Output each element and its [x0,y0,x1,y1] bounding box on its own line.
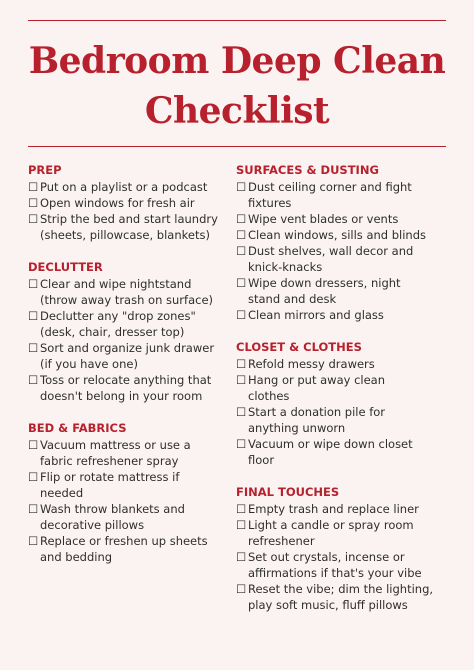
checkbox-icon[interactable]: ☐ [236,276,247,290]
checklist-item-text [248,211,450,227]
checklist-item-line: play soft music, fluff pillows [248,598,408,612]
checklist-item-text [40,533,228,565]
checklist-item-line: Reset the vibe; dim the lighting, [248,582,434,596]
checklist-item-line: Wipe down dressers, night [248,276,401,290]
checklist-item-text [248,356,450,372]
checklist-item-line: Dust shelves, wall decor and [248,244,414,258]
checklist-item-text [248,243,450,275]
section-heading: BED & FABRICS [28,421,127,435]
checklist-item[interactable] [28,276,228,308]
checkbox-icon[interactable]: ☐ [28,438,39,452]
checklist-item-line: Dust ceiling corner and fight [248,180,412,194]
checklist-item-text [248,501,450,517]
checkbox-icon[interactable]: ☐ [28,534,39,548]
checklist-item-text [248,275,450,307]
checkbox-icon[interactable]: ☐ [28,341,39,355]
checklist-item-text [40,276,228,308]
checklist-item-text [40,211,228,243]
checklist-item[interactable] [236,275,450,307]
checklist-item-text [40,308,228,340]
checklist-item-text [40,437,228,469]
title-line-2: Checklist [144,90,330,132]
checklist-item-line: (sheets, pillowcase, blankets) [40,228,210,242]
section-heading: DECLUTTER [28,260,103,274]
checklist-item[interactable] [236,307,450,323]
checklist-item[interactable] [236,581,450,613]
checkbox-icon[interactable]: ☐ [236,228,247,242]
checkbox-icon[interactable]: ☐ [28,180,39,194]
checklist-item[interactable] [28,469,228,501]
checklist-item-text [248,179,450,211]
checklist-item[interactable] [28,437,228,469]
title-line-1: Bedroom Deep Clean [28,40,446,82]
section-heading: FINAL TOUCHES [236,485,340,499]
checklist-item-line: Clear and wipe nightstand [40,277,192,291]
checklist-item-text [40,179,228,195]
checklist-item[interactable] [236,243,450,275]
checklist-item[interactable] [236,372,450,404]
checkbox-icon[interactable]: ☐ [236,582,247,596]
checklist-item-line: (throw away trash on surface) [40,293,214,307]
checklist-item-line: Wipe vent blades or vents [248,212,399,226]
section-final-touches [236,484,450,613]
checklist-item-line: Vacuum mattress or use a [40,438,191,452]
checklist-item-text [248,549,450,581]
checklist-item-text [248,436,450,468]
checklist-item-line: knick-knacks [248,260,323,274]
checklist-item-text [40,501,228,533]
checklist-item[interactable] [28,340,228,372]
checkbox-icon[interactable]: ☐ [236,437,247,451]
checkbox-icon[interactable]: ☐ [28,196,39,210]
checklist-item-text [248,372,450,404]
checklist-item[interactable] [28,308,228,340]
checkbox-icon[interactable]: ☐ [236,244,247,258]
checklist-item-line: floor [248,453,275,467]
section-heading: PREP [28,163,62,177]
section-declutter [28,259,228,404]
checklist-item-text [248,307,450,323]
checklist-item-line: Strip the bed and start laundry [40,212,218,226]
checklist-item[interactable] [28,195,228,211]
checklist-item-line: Vacuum or wipe down closet [248,437,413,451]
checklist-item[interactable] [28,501,228,533]
checklist-item-line: stand and desk [248,292,337,306]
checklist-item-line: (desk, chair, dresser top) [40,325,185,339]
checklist-item[interactable] [236,436,450,468]
section-heading: CLOSET & CLOTHES [236,340,362,354]
checklist-item[interactable] [236,517,450,549]
checklist-item-text [248,404,450,436]
checklist-item-line: Hang or put away clean [248,373,386,387]
checklist-item-line: Flip or rotate mattress if [40,470,180,484]
checklist-item-line: Light a candle or spray room [248,518,414,532]
checklist-item[interactable] [28,179,228,195]
checklist-item-line: Replace or freshen up sheets [40,534,208,548]
checklist-item-line: Empty trash and replace liner [248,502,419,516]
checklist-item[interactable] [28,211,228,243]
checkbox-icon[interactable]: ☐ [28,309,39,323]
checklist-item-line: Wash throw blankets and [40,502,185,516]
checklist-item[interactable] [236,211,450,227]
right-column [236,162,450,629]
page-title [0,36,474,136]
checkbox-icon[interactable]: ☐ [236,212,247,226]
checklist-item[interactable] [236,179,450,211]
section-closet-and-clothes [236,339,450,468]
checklist-item-line: fixtures [248,196,292,210]
checklist-item[interactable] [236,501,450,517]
checklist-item-line: Declutter any "drop zones" [40,309,196,323]
checklist-item-line: affirmations if that's your vibe [248,566,422,580]
checkbox-icon[interactable]: ☐ [236,502,247,516]
top-divider [28,20,446,21]
checklist-item[interactable] [236,549,450,581]
checklist-item-text [248,227,450,243]
section-bed-and-fabrics [28,420,228,565]
left-column [28,162,228,581]
checklist-item-line: decorative pillows [40,518,145,532]
checklist-item[interactable] [236,356,450,372]
checklist-item-text [40,195,228,211]
checkbox-icon[interactable]: ☐ [236,518,247,532]
checklist-item-line: doesn't belong in your room [40,389,203,403]
checklist-item-text [40,469,228,501]
checkbox-icon[interactable]: ☐ [28,277,39,291]
checklist-item[interactable] [28,533,228,565]
checklist-item-text [40,340,228,372]
checkbox-icon[interactable]: ☐ [236,405,247,419]
checkbox-icon[interactable]: ☐ [28,502,39,516]
checklist-item-line: needed [40,486,84,500]
bottom-divider [28,146,446,147]
section-heading: SURFACES & DUSTING [236,163,379,177]
checklist-item-line: Clean windows, sills and blinds [248,228,427,242]
checkbox-icon[interactable]: ☐ [236,373,247,387]
checklist-item[interactable] [236,404,450,436]
checklist-item-line: refreshener [248,534,315,548]
checklist-item-line: Sort and organize junk drawer [40,341,215,355]
checklist-item-line: (if you have one) [40,357,138,371]
checklist-item-text [248,517,450,549]
checklist-item-line: anything unworn [248,421,346,435]
checklist-item-text [40,372,228,404]
checklist-item-line: Put on a playlist or a podcast [40,180,208,194]
checkbox-icon[interactable]: ☐ [28,373,39,387]
checkbox-icon[interactable]: ☐ [236,550,247,564]
checklist-item-line: fabric refreshener spray [40,454,179,468]
section-prep [28,162,228,243]
checklist-item-line: Start a donation pile for [248,405,386,419]
checkbox-icon[interactable]: ☐ [28,212,39,226]
checkbox-icon[interactable]: ☐ [28,470,39,484]
section-surfaces-and-dusting [236,162,450,323]
checkbox-icon[interactable]: ☐ [236,308,247,322]
checklist-item-line: clothes [248,389,290,403]
checklist-item-line: Clean mirrors and glass [248,308,384,322]
checklist-item-line: and bedding [40,550,113,564]
checkbox-icon[interactable]: ☐ [236,357,247,371]
checklist-item[interactable] [28,372,228,404]
checklist-item-line: Set out crystals, incense or [248,550,405,564]
checklist-item-line: Refold messy drawers [248,357,375,371]
checklist-item-text [248,581,450,613]
checkbox-icon[interactable]: ☐ [236,180,247,194]
checklist-item-line: Toss or relocate anything that [40,373,212,387]
checklist-item-line: Open windows for fresh air [40,196,195,210]
checklist-item[interactable] [236,227,450,243]
